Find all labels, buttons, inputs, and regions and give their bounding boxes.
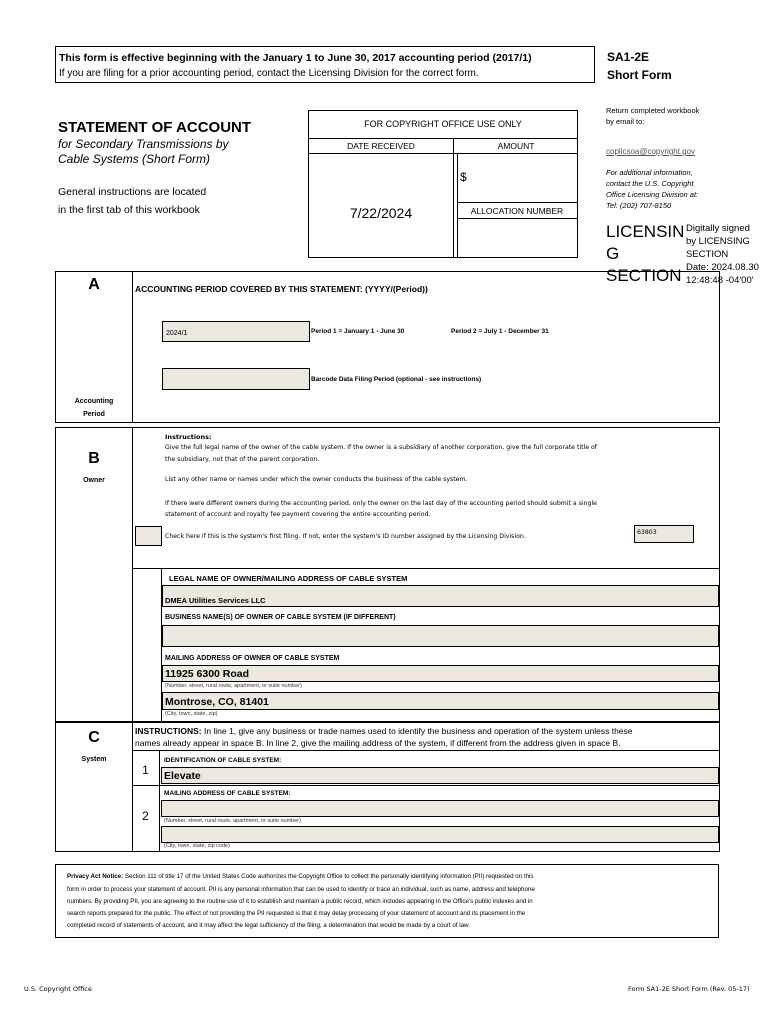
period-1-note: Period 1 = January 1 - June 30	[311, 328, 405, 335]
signature-detail-4: Date: 2024.08.30	[686, 262, 759, 273]
system-instructions-1	[135, 726, 633, 736]
line-1-number: 1	[142, 763, 149, 777]
owner-city-input[interactable]	[162, 692, 719, 710]
accounting-period-input[interactable]	[162, 321, 310, 342]
footer-left: U.S. Copyright Office	[24, 985, 92, 993]
info-line-1: For additional information,	[606, 168, 693, 177]
signature-name-3: SECTION	[606, 266, 682, 285]
notice-line-1: This form is effective beginning with the January 1 to June 30, 2017 accounting period (2017/1)	[59, 52, 532, 64]
signature-detail-2: by LICENSING	[686, 236, 750, 247]
line-2-number: 2	[142, 809, 149, 823]
section-c	[55, 722, 720, 852]
system-instructions-bold: INSTRUCTIONS:	[135, 726, 202, 736]
page-title: STATEMENT OF ACCOUNT	[58, 119, 252, 136]
system-mailing-label: MAILING ADDRESS OF CABLE SYSTEM:	[164, 790, 291, 797]
privacy-line-3: numbers. By providing PII, you are agreeing to the routine use of it to establish and maintain a public record, which includes appearing in the Office's public indexes and in	[67, 898, 533, 905]
legal-name-input[interactable]	[162, 585, 719, 607]
legal-name-label: LEGAL NAME OF OWNER/MAILING ADDRESS OF CABLE SYSTEM	[169, 574, 408, 583]
owner-instructions-title: Instructions:	[165, 433, 212, 441]
section-c-letter: C	[88, 729, 100, 746]
system-street-hint: (Number, street, rural route, apartment, or suite number)	[164, 818, 301, 824]
amount-label: AMOUNT	[497, 141, 535, 151]
owner-instructions-5: statement of account and royalty fee payment covering the entire accounting period.	[165, 511, 431, 518]
system-instructions-text: In line 1, give any business or trade names used to identify the business and operation of the system unless these	[201, 726, 633, 736]
owner-instructions-2: the subsidiary, not that of the parent corporation.	[165, 456, 320, 463]
section-a-side-2: Period	[83, 411, 105, 418]
privacy-line-5: completed record of statements of account, and it may affect the legal sufficiency of the filing, a determination that would be made by a court of law.	[67, 922, 470, 929]
section-a-letter: A	[88, 276, 100, 293]
privacy-line-2: form in order to process your statement of account. PII is any personal information that can be used to identify or trace an individual, such as name, address and telephone	[67, 886, 535, 893]
privacy-heading: Privacy Act Notice:	[67, 873, 124, 880]
notice-line-2: If you are filing for a prior accounting period, contact the Licensing Division for the correct form.	[59, 68, 479, 79]
privacy-notice	[55, 864, 719, 938]
general-instructions-2: in the first tab of this workbook	[58, 204, 200, 216]
legal-name-value: DMEA Utilities Services LLC	[165, 596, 266, 605]
system-id-name-value: Elevate	[164, 770, 201, 782]
owner-street-value: 11925 6300 Road	[165, 668, 250, 680]
system-street-input[interactable]	[161, 800, 719, 817]
effective-notice	[55, 46, 595, 83]
form-type: Short Form	[607, 68, 672, 82]
amount-value: $	[460, 170, 467, 184]
signature-detail-5: 12:48:48 -04'00'	[686, 275, 754, 286]
section-a-side-1: Accounting	[74, 398, 114, 405]
owner-mailing-label: MAILING ADDRESS OF OWNER OF CABLE SYSTEM	[165, 655, 340, 662]
owner-street-hint: (Number, street, rural route, apartment, or suite number)	[165, 683, 302, 689]
section-b	[55, 427, 720, 722]
info-line-3: Office Licensing Division at:	[606, 190, 699, 199]
signature-name-1: LICENSIN	[606, 222, 685, 241]
section-a	[55, 271, 720, 423]
system-instructions-2: names already appear in space B. In line 2, give the mailing address of the system, if different from the address given in space B.	[135, 738, 621, 748]
title-sub-1: for Secondary Transmissions by	[58, 137, 229, 151]
office-use-box	[308, 110, 578, 258]
signature-name-2: G	[606, 244, 620, 263]
form-code: SA1-2E	[607, 50, 650, 64]
signature-detail-1: Digitally signed	[686, 223, 750, 234]
system-id-label: IDENTIFICATION OF CABLE SYSTEM:	[164, 757, 282, 764]
first-filing-label: Check here if this is the system's first filing. If not, enter the system's ID number assigned by the Licensing Division.	[165, 533, 526, 540]
business-name-input[interactable]	[162, 625, 719, 647]
date-received-value: 7/22/2024	[349, 205, 413, 221]
barcode-period-label: Barcode Data Filing Period (optional - see instructions)	[311, 376, 482, 383]
system-id-value: 63803	[637, 529, 657, 536]
signature-detail-3: SECTION	[686, 249, 729, 260]
section-b-letter: B	[88, 450, 100, 467]
system-city-hint: (City, town, state, zip code)	[164, 843, 230, 849]
return-line-2: by email to:	[606, 117, 645, 126]
footer-right: Form SA1-2E Short Form (Rev. 05-17)	[628, 985, 750, 993]
owner-instructions-1: Give the full legal name of the owner of the cable system. If the owner is a subsidiary of another corporation, give the full corporate title of	[165, 444, 597, 451]
owner-city-value: Montrose, CO, 81401	[165, 696, 269, 708]
owner-city-hint: (City, town, state, zip)	[165, 711, 218, 717]
first-filing-checkbox[interactable]	[135, 526, 162, 546]
return-line-1: Return completed workbook	[606, 106, 700, 115]
info-line-2: contact the U.S. Copyright	[606, 179, 694, 188]
business-name-label: BUSINESS NAME(S) OF OWNER OF CABLE SYSTEM (IF DIFFERENT)	[165, 614, 396, 621]
title-sub-2: Cable Systems (Short Form)	[58, 152, 211, 166]
owner-instructions-4: If there were different owners during the accounting period, only the owner on the last day of the accounting period should submit a single	[165, 500, 597, 507]
info-line-4: Tel: (202) 707-8150	[606, 201, 672, 210]
owner-street-input[interactable]	[162, 665, 719, 682]
system-id-input[interactable]	[634, 525, 694, 543]
return-email-link[interactable]: coplicsoa@copyright.gov	[606, 147, 696, 156]
accounting-period-heading: ACCOUNTING PERIOD COVERED BY THIS STATEMENT: (YYYY/(Period))	[135, 284, 428, 294]
office-use-header: FOR COPYRIGHT OFFICE USE ONLY	[364, 119, 522, 129]
allocation-number-label: ALLOCATION NUMBER	[470, 206, 564, 216]
section-b-side: Owner	[83, 477, 105, 484]
general-instructions-1: General instructions are located	[58, 186, 207, 198]
period-2-note: Period 2 = July 1 - December 31	[451, 328, 549, 335]
date-received-label: DATE RECEIVED	[347, 141, 415, 151]
owner-instructions-3: List any other name or names under which the owner conducts the business of the cable system.	[165, 476, 468, 483]
system-city-input[interactable]	[161, 826, 719, 843]
section-c-side: System	[81, 756, 107, 763]
barcode-period-input[interactable]	[162, 368, 310, 390]
accounting-period-value: 2024/1	[166, 330, 188, 337]
system-id-name-input[interactable]	[161, 767, 719, 784]
privacy-line-1	[67, 873, 534, 880]
privacy-line-4: search reports prepared for the public. The effect of not providing the PII requested is that it may delay processing of your statement of account and its placement in the	[67, 910, 526, 917]
privacy-line-1-text: Section 111 of title 17 of the United States Code authorizes the Copyright Office to collect the personally identifying information (PII) requested on this	[123, 873, 534, 880]
